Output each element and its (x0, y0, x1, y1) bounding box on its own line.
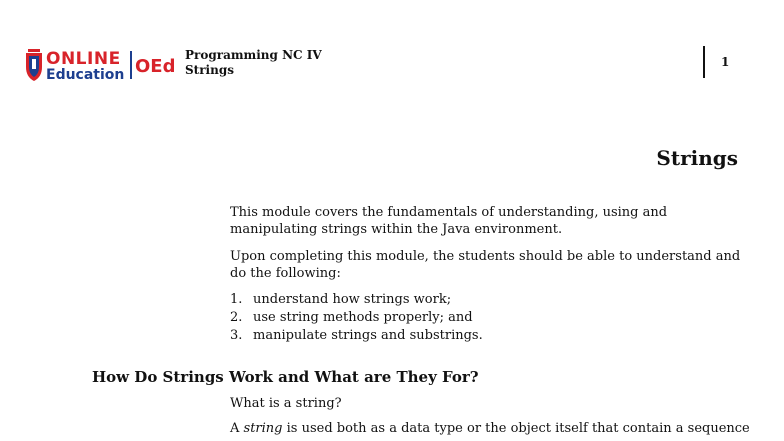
list-text: understand how strings work; (253, 292, 452, 307)
intro-paragraph: This module covers the fundamentals of understanding, using and manipulating strings within the Java environment. (230, 205, 668, 237)
definition-term: string (243, 421, 283, 436)
course-name: Programming NC IV (185, 48, 322, 62)
module-title: Strings (656, 146, 738, 170)
list-item (230, 309, 483, 327)
definition-prefix: A (230, 421, 244, 436)
section-heading: How Do Strings Work and What are They For? (92, 368, 479, 386)
definition-rest: is used both as a data type or the object itself that contain a sequence (282, 421, 750, 436)
list-number: 3. (230, 328, 243, 343)
online-education-logo (24, 47, 180, 83)
course-topic: Strings (185, 63, 234, 77)
definition-paragraph (230, 420, 750, 437)
list-item (230, 327, 483, 345)
question-text: What is a string? (230, 396, 342, 411)
list-text: use string methods properly; and (253, 310, 473, 325)
objectives-lead: Upon completing this module, the students should be able to understand and do the following: (230, 249, 741, 281)
list-item (230, 291, 483, 309)
page-number: 1 (721, 55, 730, 69)
svg-text:ONLINE: ONLINE (46, 49, 121, 69)
svg-text:OEd: OEd (135, 56, 176, 77)
page-number-divider (703, 46, 705, 78)
objectives-list (230, 291, 483, 345)
header-course-info (185, 48, 322, 78)
list-number: 2. (230, 310, 243, 325)
svg-text:Education: Education (46, 67, 125, 83)
list-number: 1. (230, 292, 243, 307)
list-text: manipulate strings and substrings. (253, 328, 483, 343)
